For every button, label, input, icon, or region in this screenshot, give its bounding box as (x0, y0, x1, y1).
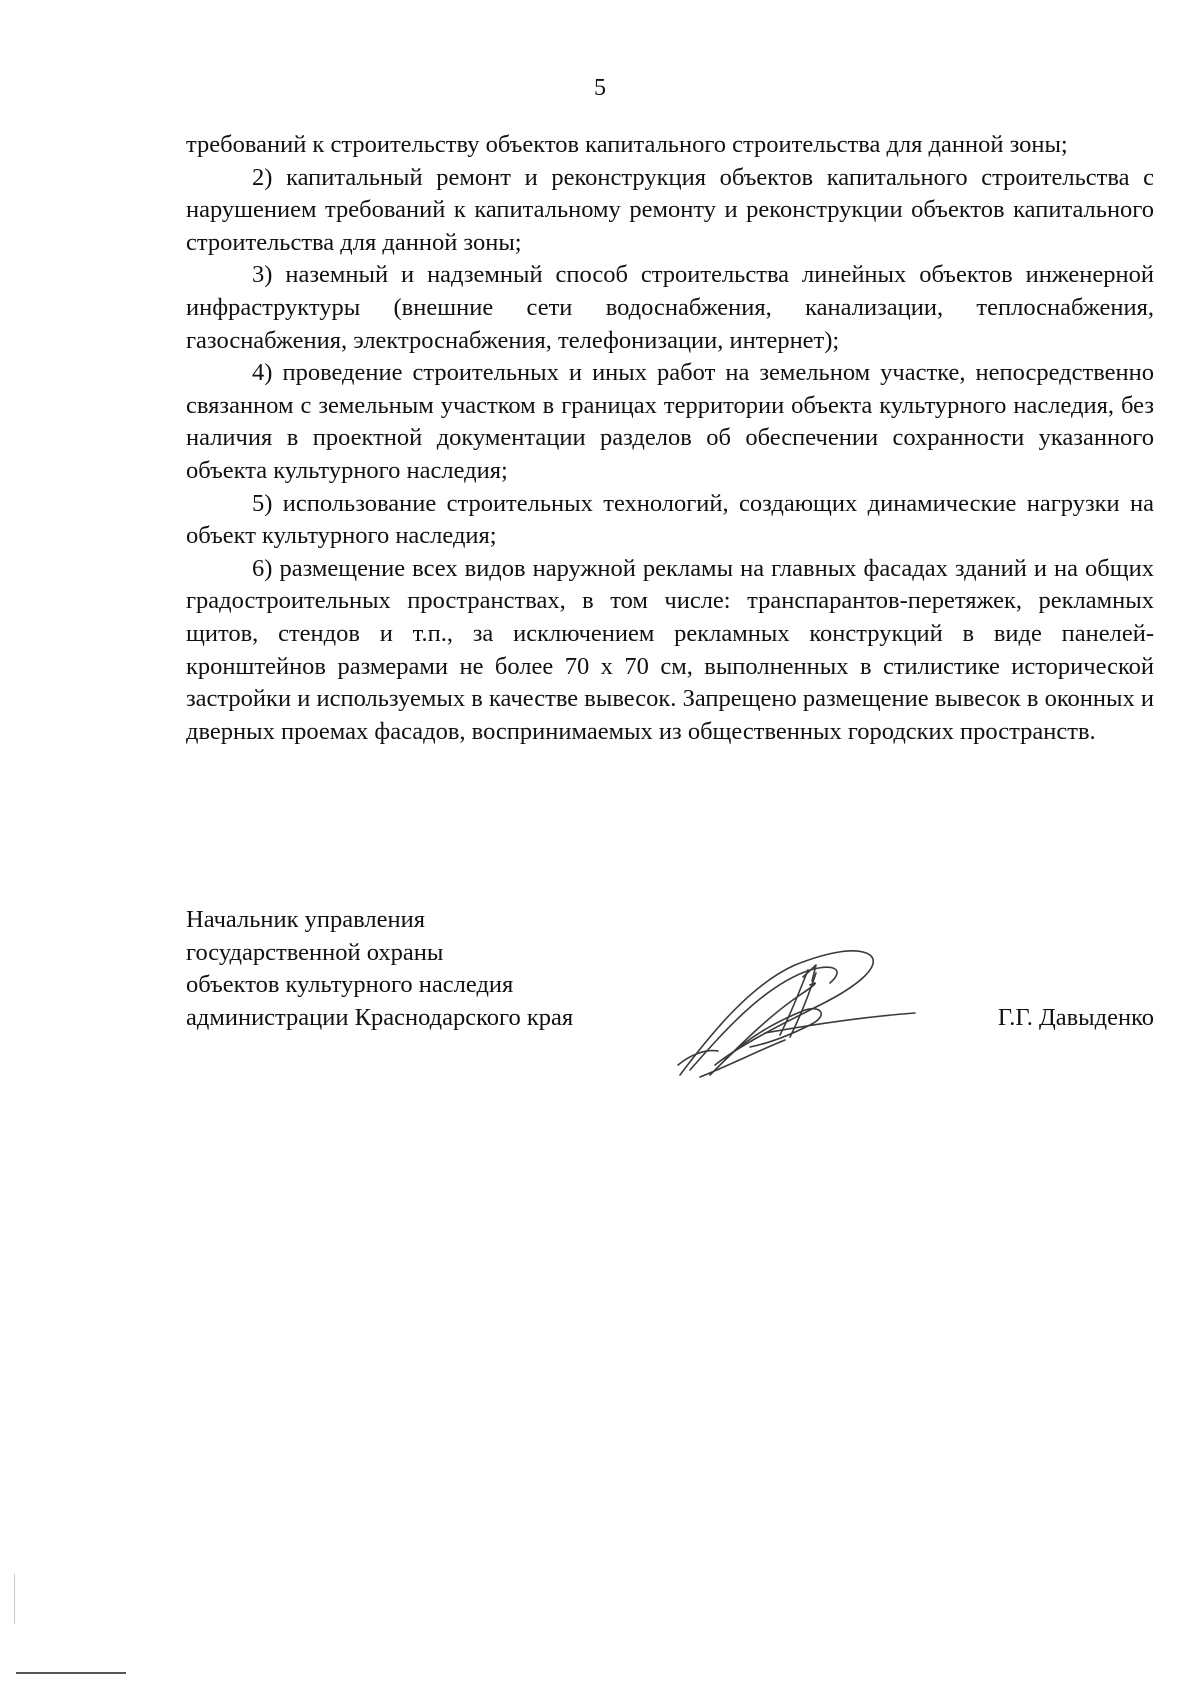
handwritten-signature (670, 925, 930, 1085)
position-line: государственной охраны (186, 938, 444, 966)
list-item-5: 5) использование строительных технологий, создающих динамические нагрузки на объект культурного наследия; (186, 489, 1154, 550)
list-item-4: 4) проведение строительных и иных работ на земельном участке, непосредственно связанном с земельным участком в границах территории объекта культурного наследия, без наличия в проектной документации разделов об обеспечении сохранности указанного объекта культурного наследия; (186, 359, 1154, 484)
paragraph-continuation: требований к строительству объектов капитального строительства для данной зоны; (186, 131, 1068, 158)
scan-artifact-line (16, 1672, 126, 1674)
position-line: объектов культурного наследия (186, 971, 514, 998)
list-item-2: 2) капитальный ремонт и реконструкция объектов капитального строительства с нарушением требований к капитальному ремонту и реконструкции объектов капитального строительства для данной зоны; (186, 163, 1154, 256)
document-body (186, 129, 1154, 748)
scan-artifact-line (14, 1574, 15, 1624)
page-number: 5 (594, 75, 606, 101)
position-line: администрации Краснодарского края (186, 1003, 574, 1031)
position-line: Начальник управления (186, 906, 425, 933)
list-item-6: 6) размещение всех видов наружной рекламы на главных фасадах зданий и на общих градостроительных пространствах, в том числе: транспарантов-перетяжек, рекламных щитов, стендов и т.п., за исключением рекламных конструкций в виде панелей-кронштейнов размерами не более 70 х 70 см, выполненных в стилистике исторической застройки и используемых в качестве вывесок. Запрещено размещение вывесок в оконных и дверных проемах фасадов, воспринимаемых из общественных городских пространств. (186, 554, 1154, 745)
list-item-3: 3) наземный и надземный способ строительства линейных объектов инженерной инфраструктуры (внешние сети водоснабжения, канализации, теплоснабжения, газоснабжения, электроснабжения, телефонизации, интернет); (186, 261, 1154, 354)
signer-name: Г.Г. Давыденко (997, 1004, 1154, 1031)
signatory-position (186, 904, 573, 1034)
